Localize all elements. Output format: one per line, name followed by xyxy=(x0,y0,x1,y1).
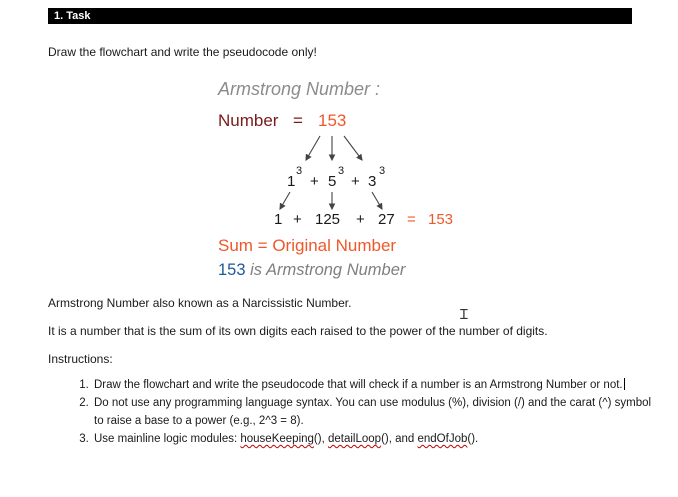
para-definition: It is a number that is the sum of its own digits each raised to the power of the number of digits. xyxy=(48,324,548,338)
instructions-heading: Instructions: xyxy=(48,352,113,366)
arrow-right xyxy=(344,136,362,160)
number-value: 153 xyxy=(318,111,347,130)
arrow-left xyxy=(306,136,320,160)
instruction-1-text: Draw the flowchart and write the pseudocode that will check if a number is an Armstrong Number or not. xyxy=(94,379,623,391)
arrow-down-3 xyxy=(372,192,382,209)
module-housekeeping: houseKeeping xyxy=(240,433,314,445)
digit-3: 3 xyxy=(368,173,377,190)
number-label: Number xyxy=(218,111,279,130)
sum-line: Sum = Original Number xyxy=(218,236,397,255)
conclusion-number: 153 xyxy=(218,261,246,279)
arrow-down-1 xyxy=(280,192,290,209)
instruction-3-sep1: (), xyxy=(313,433,328,445)
module-endofjob: endOfJob xyxy=(417,433,468,445)
figure-title: Armstrong Number : xyxy=(218,79,381,99)
plus-4: + xyxy=(356,211,365,228)
exponent-3: 3 xyxy=(379,165,386,177)
intro-text: Draw the flowchart and write the pseudocode only! xyxy=(48,45,317,59)
instruction-3-suffix: (). xyxy=(467,433,479,445)
task-heading: 1. Task xyxy=(48,8,632,24)
text-caret xyxy=(624,378,625,390)
term-3: 27 xyxy=(378,211,395,228)
result-value: 153 xyxy=(428,211,454,228)
para-narcissistic: Armstrong Number also known as a Narcissistic Number. xyxy=(48,296,352,310)
conclusion-text: is Armstrong Number xyxy=(245,261,406,279)
ibeam-cursor-icon: Ɪ xyxy=(460,307,468,323)
exponent-2: 3 xyxy=(338,165,345,177)
list-item xyxy=(92,394,662,430)
list-item xyxy=(92,376,662,394)
term-2: 125 xyxy=(315,211,341,228)
instruction-3-sep2: (), and xyxy=(381,433,418,445)
instructions-list xyxy=(48,376,662,448)
instruction-3-prefix: Use mainline logic modules: xyxy=(94,433,241,445)
module-detailloop: detailLoop xyxy=(327,433,382,445)
plus-3: + xyxy=(293,211,302,228)
result-equals: = xyxy=(407,211,416,228)
instruction-2-text: Do not use any programming language syntax. You can use modulus (%), division (/) and the carat (^) symbol to raise a base to a power (e.g., 2^3 = 8). xyxy=(94,397,652,427)
exponent-1: 3 xyxy=(296,165,303,177)
plus-1: + xyxy=(310,173,319,190)
digit-1: 1 xyxy=(287,173,296,190)
list-item xyxy=(92,430,662,448)
number-equals: = xyxy=(293,111,303,130)
term-1: 1 xyxy=(274,211,283,228)
plus-2: + xyxy=(351,173,360,190)
conclusion-line xyxy=(218,261,407,279)
digit-2: 5 xyxy=(328,173,337,190)
